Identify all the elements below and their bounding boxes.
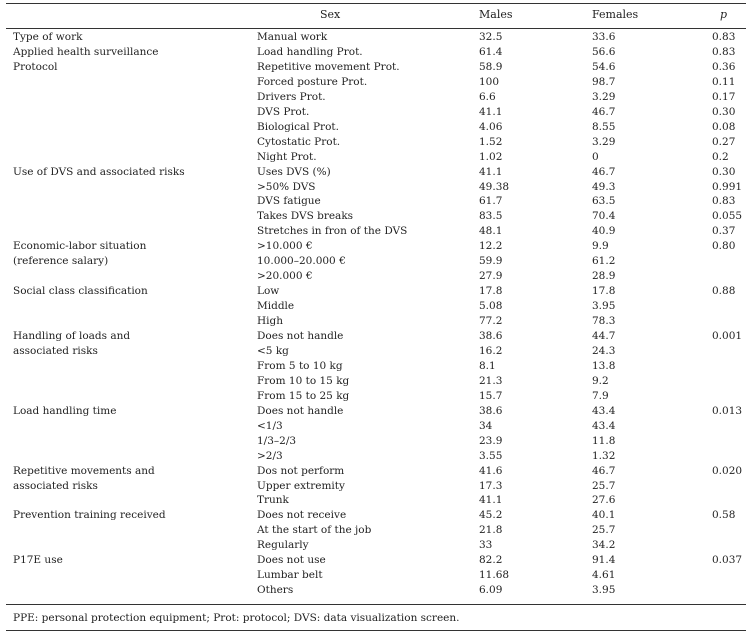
row-females-value: 44.7 [592, 330, 616, 342]
row-males-value: 48.1 [479, 225, 503, 238]
row-group: Prevention training received [13, 509, 166, 522]
row-p-value: 0.055 [712, 210, 743, 223]
row-males-value: 16.2 [479, 344, 503, 357]
row-item: High [257, 315, 283, 328]
row-females-value: 27.6 [592, 494, 616, 507]
row-item: >10.000 € [257, 240, 313, 253]
row-item: Forced posture Prot. [257, 75, 368, 88]
row-item: DVS Prot. [257, 105, 310, 118]
row-males-value: 21.8 [479, 524, 503, 537]
row-group: P17E use [13, 554, 63, 567]
row-females-value: 40.1 [592, 509, 616, 522]
row-group: Handling of loads and [13, 330, 131, 342]
row-females-value: 34.2 [592, 539, 616, 552]
row-group: Applied health surveillance [13, 46, 159, 58]
row-males-value: 33 [479, 539, 493, 552]
row-males-value: 41.1 [479, 494, 503, 507]
row-males-value: 6.6 [479, 90, 496, 103]
row-group: Load handling time [13, 404, 117, 417]
row-item: Does not receive [257, 509, 347, 522]
row-p-value: 0.37 [712, 225, 736, 238]
row-p-value: 0.17 [712, 90, 736, 103]
row-males-value: 6.09 [479, 584, 503, 597]
row-females-value: 98.7 [592, 75, 616, 88]
header-p: p [720, 8, 728, 21]
row-p-value: 0.36 [712, 60, 736, 73]
row-p-value: 0.80 [712, 240, 736, 253]
row-item: >2/3 [257, 449, 283, 462]
row-item: Upper extremity [257, 479, 345, 492]
row-group: Repetitive movements and [13, 464, 155, 477]
row-females-value: 43.4 [592, 404, 616, 417]
row-females-value: 63.5 [592, 195, 616, 208]
row-item: Trunk [257, 494, 289, 507]
row-group: (reference salary) [13, 255, 109, 268]
row-females-value: 33.6 [592, 31, 616, 43]
row-item: >50% DVS [257, 180, 316, 193]
row-females-value: 24.3 [592, 344, 616, 357]
row-females-value: 46.7 [592, 105, 616, 118]
row-females-value: 46.7 [592, 165, 616, 178]
row-item: <1/3 [257, 419, 283, 432]
row-p-value: 0.08 [712, 120, 736, 133]
row-males-value: 38.6 [479, 330, 503, 342]
row-item: Regularly [257, 539, 309, 552]
row-item: Load handling Prot. [257, 46, 363, 58]
row-group: Use of DVS and associated risks [13, 165, 185, 178]
row-item: Repetitive movement Prot. [257, 60, 400, 73]
row-p-value: 0.991 [712, 180, 743, 193]
row-item: Biological Prot. [257, 120, 339, 133]
table-footnote: PPE: personal protection equipment; Prot: protocol; DVS: data visualization screen. [13, 612, 460, 624]
row-males-value: 41.1 [479, 165, 503, 178]
row-females-value: 70.4 [592, 210, 616, 223]
row-item: Does not handle [257, 404, 344, 417]
row-females-value: 40.9 [592, 225, 616, 238]
row-item: Drivers Prot. [257, 90, 326, 103]
row-group: Type of work [13, 31, 83, 43]
row-females-value: 9.9 [592, 240, 609, 253]
row-group: Economic-labor situation [13, 240, 147, 253]
row-p-value: 0.58 [712, 509, 736, 522]
row-item: Uses DVS (%) [257, 165, 331, 178]
row-females-value: 46.7 [592, 464, 616, 477]
row-males-value: 49.38 [479, 180, 510, 193]
row-males-value: 12.2 [479, 240, 503, 253]
header-males: Males [479, 8, 513, 21]
row-item: Takes DVS breaks [257, 210, 354, 223]
row-males-value: 34 [479, 419, 493, 432]
row-p-value: 0.83 [712, 195, 736, 208]
row-item: 10.000–20.000 € [257, 255, 346, 268]
table-top-rule [6, 3, 746, 4]
row-item: At the start of the job [257, 524, 372, 537]
row-males-value: 3.55 [479, 449, 503, 462]
row-p-value: 0.88 [712, 285, 736, 298]
header-rule [6, 28, 746, 29]
header-sex: Sex [320, 8, 341, 21]
row-females-value: 56.6 [592, 46, 616, 58]
row-p-value: 0.30 [712, 165, 736, 178]
row-item: 1/3–2/3 [257, 434, 297, 447]
row-males-value: 17.8 [479, 285, 503, 298]
row-males-value: 23.9 [479, 434, 503, 447]
row-males-value: 15.7 [479, 389, 503, 402]
row-item: Night Prot. [257, 150, 317, 163]
row-males-value: 17.3 [479, 479, 503, 492]
row-p-value: 0.11 [712, 75, 736, 88]
row-item: Dos not perform [257, 464, 345, 477]
row-females-value: 91.4 [592, 554, 616, 567]
row-males-value: 11.68 [479, 569, 510, 582]
row-item: Others [257, 584, 294, 597]
row-item: From 15 to 25 kg [257, 389, 350, 402]
row-item: Does not handle [257, 330, 344, 342]
row-males-value: 58.9 [479, 60, 503, 73]
row-males-value: 61.4 [479, 46, 503, 58]
row-females-value: 43.4 [592, 419, 616, 432]
table-bottom-rule [6, 604, 746, 605]
row-males-value: 61.7 [479, 195, 503, 208]
row-females-value: 17.8 [592, 285, 616, 298]
row-males-value: 38.6 [479, 404, 503, 417]
row-item: Stretches in fron of the DVS [257, 225, 408, 238]
row-males-value: 1.02 [479, 150, 503, 163]
row-p-value: 0.013 [712, 404, 743, 417]
row-males-value: 5.08 [479, 300, 503, 313]
row-females-value: 13.8 [592, 359, 616, 372]
row-females-value: 9.2 [592, 374, 609, 387]
row-males-value: 100 [479, 75, 500, 88]
row-females-value: 3.95 [592, 300, 616, 313]
row-males-value: 1.52 [479, 135, 503, 148]
row-females-value: 7.9 [592, 389, 609, 402]
row-females-value: 78.3 [592, 315, 616, 328]
row-males-value: 32.5 [479, 31, 503, 43]
row-item: Manual work [257, 31, 328, 43]
row-males-value: 82.2 [479, 554, 503, 567]
row-group: Social class classification [13, 285, 148, 298]
footnote-rule [6, 630, 746, 631]
row-males-value: 77.2 [479, 315, 503, 328]
row-p-value: 0.83 [712, 31, 736, 43]
row-p-value: 0.001 [712, 330, 743, 342]
row-females-value: 3.29 [592, 90, 616, 103]
row-females-value: 11.8 [592, 434, 616, 447]
row-item: Does not use [257, 554, 326, 567]
row-females-value: 54.6 [592, 60, 616, 73]
row-p-value: 0.020 [712, 464, 743, 477]
row-females-value: 25.7 [592, 479, 616, 492]
row-group: Protocol [13, 60, 58, 73]
row-females-value: 4.61 [592, 569, 616, 582]
row-males-value: 4.06 [479, 120, 503, 133]
row-females-value: 3.29 [592, 135, 616, 148]
row-item: From 10 to 15 kg [257, 374, 350, 387]
row-females-value: 0 [592, 150, 599, 163]
row-group: associated risks [13, 479, 98, 492]
row-p-value: 0.037 [712, 554, 743, 567]
row-males-value: 83.5 [479, 210, 503, 223]
row-p-value: 0.27 [712, 135, 736, 148]
row-females-value: 61.2 [592, 255, 616, 268]
row-males-value: 45.2 [479, 509, 503, 522]
row-females-value: 3.95 [592, 584, 616, 597]
row-males-value: 41.6 [479, 464, 503, 477]
row-females-value: 8.55 [592, 120, 616, 133]
row-females-value: 1.32 [592, 449, 616, 462]
row-item: From 5 to 10 kg [257, 359, 343, 372]
row-males-value: 59.9 [479, 255, 503, 268]
row-females-value: 49.3 [592, 180, 616, 193]
row-item: Middle [257, 300, 295, 313]
row-females-value: 25.7 [592, 524, 616, 537]
row-males-value: 27.9 [479, 270, 503, 283]
row-p-value: 0.83 [712, 46, 736, 58]
row-item: DVS fatigue [257, 195, 321, 208]
row-item: >20.000 € [257, 270, 313, 283]
row-item: Cytostatic Prot. [257, 135, 341, 148]
row-item: Lumbar belt [257, 569, 323, 582]
header-females: Females [592, 8, 639, 21]
row-p-value: 0.2 [712, 150, 729, 163]
row-males-value: 21.3 [479, 374, 503, 387]
row-group: associated risks [13, 344, 98, 357]
row-males-value: 8.1 [479, 359, 496, 372]
row-item: <5 kg [257, 344, 289, 357]
row-p-value: 0.30 [712, 105, 736, 118]
row-item: Low [257, 285, 280, 298]
row-males-value: 41.1 [479, 105, 503, 118]
row-females-value: 28.9 [592, 270, 616, 283]
